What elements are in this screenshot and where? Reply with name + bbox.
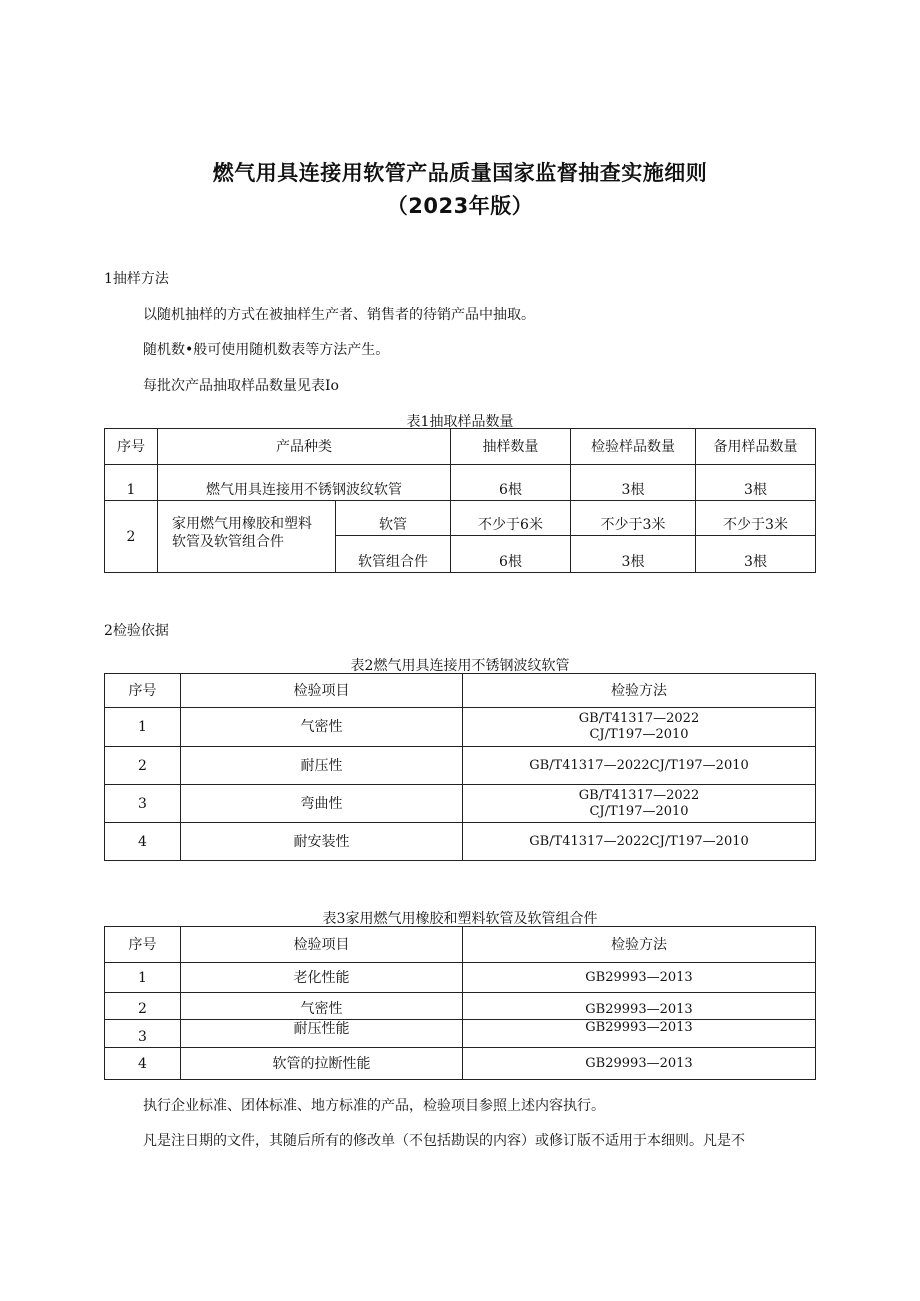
table-row (105, 1048, 816, 1080)
table-cell: 3根 (696, 465, 816, 501)
section-heading-basis: 2检验依据 (104, 623, 169, 639)
table-cell: 3根 (696, 536, 816, 573)
table-cell: 3根 (571, 465, 696, 501)
table-cell: 1 (105, 963, 181, 993)
table-cell: 老化性能 (181, 963, 463, 993)
table-caption: 表1抽取样品数量 (406, 414, 514, 430)
table-cell: 3 (105, 785, 181, 823)
table-cell: 3根 (571, 536, 696, 573)
paragraph: 随机数•般可使用随机数表等方法产生。 (143, 342, 390, 358)
table-cell (463, 708, 816, 747)
table-cell: GB29993—2013 (463, 963, 816, 993)
table-cell: 1 (105, 465, 158, 501)
table-row (105, 708, 816, 747)
table-cell: 3 (105, 1020, 181, 1048)
header-cell: 检验项目 (181, 927, 463, 963)
document-title: 燃气用具连接用软管产品质量国家监督抽查实施细则 (212, 161, 708, 185)
corrugated-hose-test-table (104, 673, 816, 861)
header-cell: 抽样数量 (451, 429, 571, 465)
method-line: CJ/T197—2010 (589, 803, 689, 819)
table-cell: 耐压性能 (181, 1020, 463, 1048)
header-cell: 序号 (105, 927, 181, 963)
header-cell: 序号 (105, 674, 181, 708)
header-cell: 检验方法 (463, 927, 816, 963)
table-row (105, 963, 816, 993)
table-cell: 气密性 (181, 708, 463, 747)
table-cell: 4 (105, 1048, 181, 1080)
table-cell: 软管组合件 (336, 536, 451, 573)
method-line: CJ/T197—2010 (589, 727, 689, 742)
header-cell: 检验项目 (181, 674, 463, 708)
table-cell: 燃气用具连接用不锈钢波纹软管 (158, 465, 451, 501)
table-cell: 耐压性 (181, 747, 463, 785)
table-cell (463, 785, 816, 823)
table-cell: 2 (105, 501, 158, 573)
sample-quantity-table (104, 428, 816, 573)
paragraph: 以随机抽样的方式在被抽样生产者、销售者的待销产品中抽取。 (143, 307, 535, 323)
table-cell: 软管的拉断性能 (181, 1048, 463, 1080)
paragraph: 执行企业标准、团体标准、地方标准的产品，检验项目参照上述内容执行。 (143, 1098, 605, 1114)
table-cell: 不少于6米 (451, 501, 571, 536)
table-cell (463, 823, 816, 861)
table-cell: 1 (105, 708, 181, 747)
table-cell: 6根 (451, 536, 571, 573)
method-line: GB/T41317—2022CJ/T197—2010 (529, 757, 749, 773)
table-row (105, 1020, 816, 1048)
table-cell: 软管 (336, 501, 451, 536)
document-edition: （2023年版） (386, 194, 534, 218)
table-row (105, 823, 816, 861)
table-cell: 2 (105, 993, 181, 1020)
table-cell: 2 (105, 747, 181, 785)
table-cell: 耐安装性 (181, 823, 463, 861)
method-line: GB/T41317—2022 (578, 711, 700, 726)
table-header-row (105, 674, 816, 708)
table-cell (463, 747, 816, 785)
table-cell: 弯曲性 (181, 785, 463, 823)
table-cell: GB29993—2013 (463, 1020, 816, 1048)
header-cell: 产品种类 (158, 429, 451, 465)
table-cell: GB29993—2013 (463, 993, 816, 1020)
table-row (105, 465, 816, 501)
table-cell (158, 501, 336, 573)
header-cell: 检验方法 (463, 674, 816, 708)
method-line: GB/T41317—2022CJ/T197—2010 (529, 833, 749, 849)
table-caption: 表2燃气用具连接用不锈钢波纹软管 (350, 658, 570, 674)
header-cell: 备用样品数量 (696, 429, 816, 465)
table-cell: 不少于3米 (571, 501, 696, 536)
header-cell: 序号 (105, 429, 158, 465)
section-heading-sampling: 1抽样方法 (104, 271, 169, 287)
category-line: 软管及软管组合件 (172, 534, 284, 550)
paragraph: 凡是注日期的文件，其随后所有的修改单（不包括勘误的内容）或修订版不适用于本细则。凡是不 (143, 1133, 745, 1149)
table-row (105, 993, 816, 1020)
table-header-row (105, 429, 816, 465)
paragraph: 每批次产品抽取样品数量见表Io (143, 378, 339, 394)
category-line: 家用燃气用橡胶和塑料 (172, 516, 312, 532)
table-row (105, 747, 816, 785)
table-header-row (105, 927, 816, 963)
table-cell: 4 (105, 823, 181, 861)
table-cell: 不少于3米 (696, 501, 816, 536)
table-caption: 表3家用燃气用橡胶和塑料软管及软管组合件 (322, 911, 598, 927)
rubber-plastic-hose-test-table (104, 926, 816, 1080)
table-cell: GB29993—2013 (463, 1048, 816, 1080)
method-line: GB/T41317—2022 (578, 787, 700, 803)
table-row (105, 785, 816, 823)
table-cell: 6根 (451, 465, 571, 501)
table-cell: 气密性 (181, 993, 463, 1020)
table-row (105, 501, 816, 536)
header-cell: 检验样品数量 (571, 429, 696, 465)
